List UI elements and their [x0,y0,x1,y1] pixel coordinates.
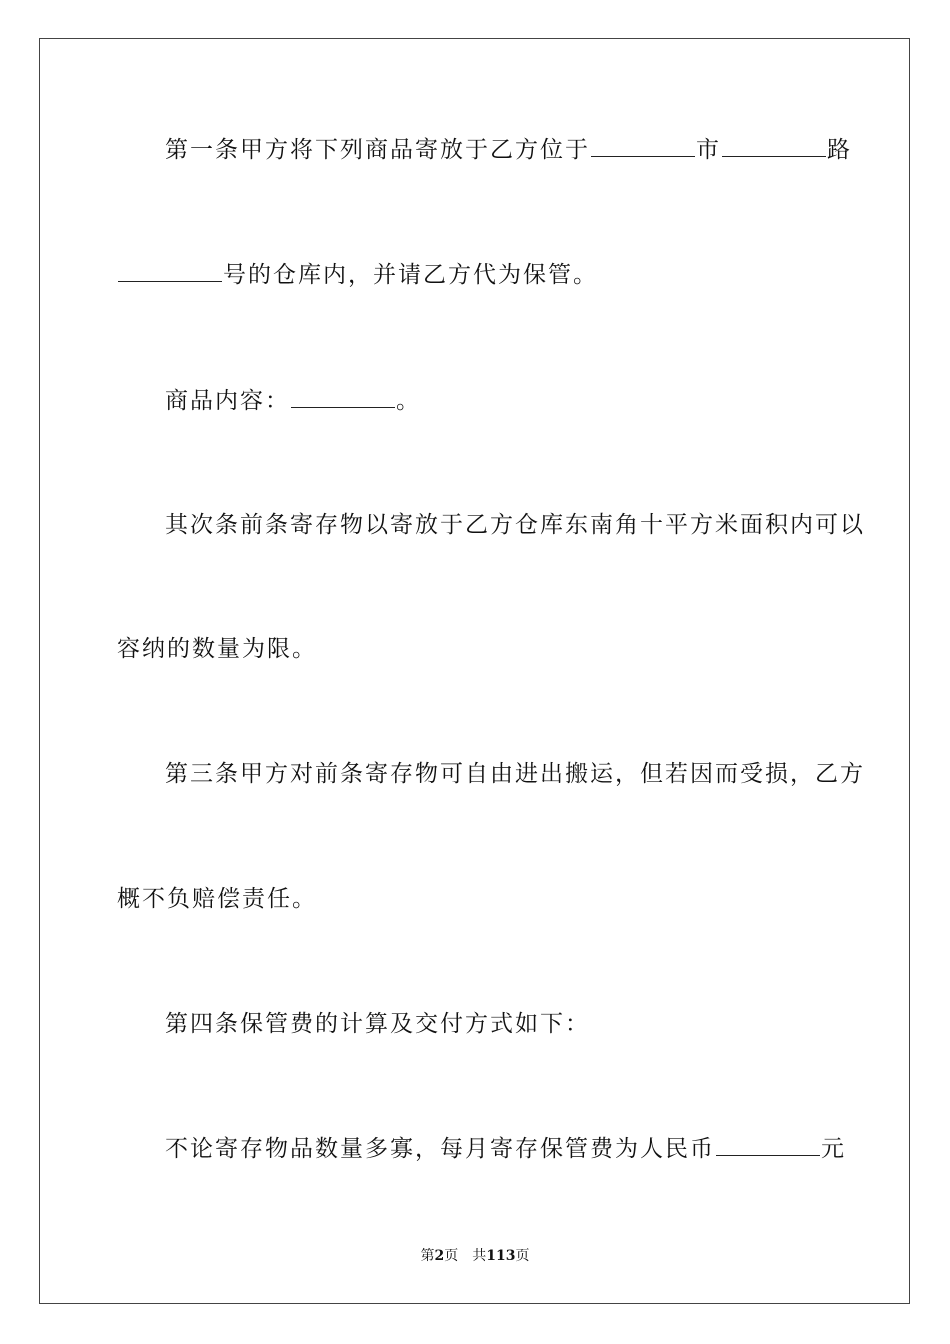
blank-road[interactable] [722,134,826,157]
fee-unit: 元 [821,1136,846,1162]
blank-city[interactable] [591,134,695,157]
fee-line [165,1133,846,1164]
clause-1-text-b: 市 [696,137,721,163]
clause-1-text-d: 号的仓库内，并请乙方代为保管。 [223,262,598,288]
page-border [39,38,910,1304]
blank-number[interactable] [118,259,222,282]
page-footer [0,1246,950,1266]
clause-2-line-2 [117,634,317,664]
clause-3-text-a: 第三条甲方对前条寄存物可自由进出搬运，但若因而受损，乙方 [165,761,865,787]
blank-fee-amount[interactable] [716,1133,820,1156]
clause-1-text-c: 路 [827,137,852,163]
clause-3-text-b: 概不负赔偿责任。 [117,886,317,912]
clause-1-text-a: 第一条甲方将下列商品寄放于乙方位于 [165,137,590,163]
footer-page-prefix: 第 [420,1248,435,1264]
clause-1-line-2 [117,259,598,290]
blank-goods-content[interactable] [291,385,395,408]
footer-total-prefix: 共 [472,1248,487,1264]
clause-2-line-1 [165,510,865,540]
fee-text: 不论寄存物品数量多寡，每月寄存保管费为人民币 [165,1136,715,1162]
footer-total-pages: 113 [486,1248,516,1264]
clause-1-line-1 [165,134,852,165]
goods-content-line [165,385,421,416]
footer-page-suffix: 页 [444,1248,459,1264]
clause-3-line-2 [117,884,317,914]
clause-2-text-a: 其次条前条寄存物以寄放于乙方仓库东南角十平方米面积内可以 [165,512,865,538]
clause-4-text: 第四条保管费的计算及交付方式如下： [165,1011,590,1037]
goods-content-end: 。 [396,388,421,414]
goods-content-label: 商品内容： [165,388,290,414]
clause-3-line-1 [165,759,865,789]
footer-page-number: 2 [434,1248,445,1264]
footer-total-suffix: 页 [515,1248,530,1264]
clause-4-line [165,1009,590,1039]
clause-2-text-b: 容纳的数量为限。 [117,636,317,662]
